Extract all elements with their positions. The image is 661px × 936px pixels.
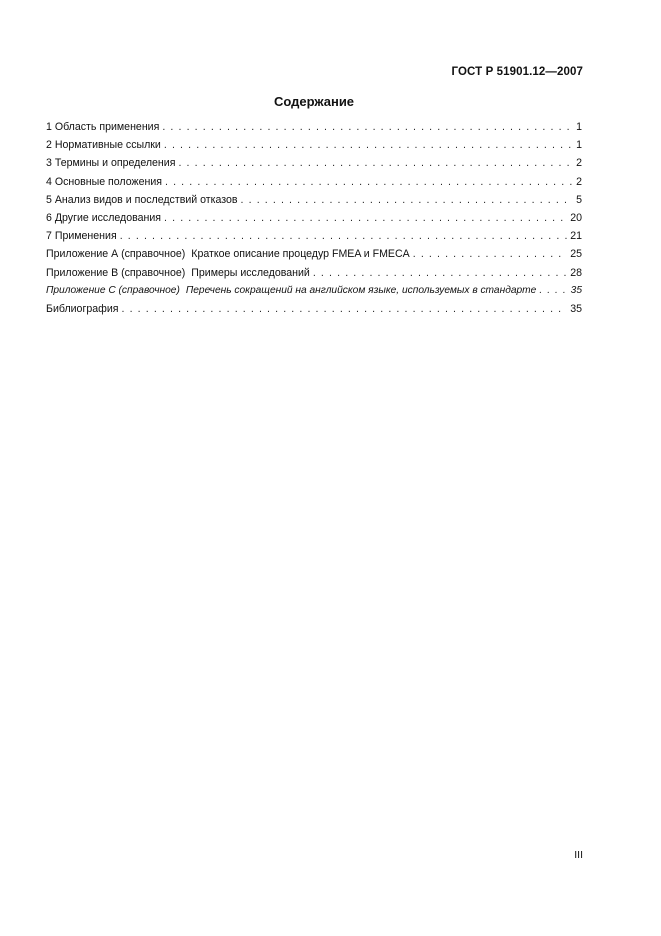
toc-title: Содержание — [273, 94, 355, 109]
toc-dot-leader — [164, 212, 567, 224]
toc-entry-appendix-c[interactable] — [46, 285, 582, 303]
toc-entry-page: 21 — [570, 230, 582, 243]
toc-entry-7[interactable] — [46, 230, 582, 248]
toc-entry-label: 7 Применения — [46, 230, 117, 243]
toc-entry-label: 3 Термины и определения — [46, 157, 176, 170]
toc-dot-leader — [121, 303, 567, 315]
toc-entry-page: 2 — [576, 157, 582, 170]
toc-entry-page: 1 — [576, 121, 582, 133]
table-of-contents — [46, 121, 582, 321]
toc-entry-page: 20 — [570, 211, 582, 224]
toc-entry-page: 35 — [570, 284, 582, 296]
toc-entry-6[interactable] — [46, 212, 582, 230]
toc-entry-label: Библиография — [46, 302, 119, 315]
toc-entry-bibliography[interactable] — [46, 303, 582, 321]
toc-entry-label: Приложение А (справочное) Краткое описание процедур FMEA и FMECA — [46, 248, 410, 261]
toc-entry-page: 35 — [570, 302, 582, 315]
toc-dot-leader — [241, 194, 574, 206]
toc-dot-leader — [413, 248, 567, 260]
toc-entry-appendix-a[interactable] — [46, 248, 582, 266]
toc-entry-label: 6 Другие исследования — [46, 211, 162, 224]
toc-entry-page: 5 — [576, 193, 582, 206]
toc-entry-1[interactable] — [46, 121, 582, 139]
toc-entry-page: 25 — [570, 248, 582, 261]
toc-entry-label: 1 Область применения — [46, 121, 160, 133]
toc-dot-leader — [164, 139, 573, 151]
toc-entry-label: 5 Анализ видов и последствий отказов — [46, 193, 238, 206]
toc-entry-5[interactable] — [46, 194, 582, 212]
toc-dot-leader — [162, 121, 573, 133]
toc-entry-2[interactable] — [46, 139, 582, 157]
toc-entry-page: 1 — [576, 139, 582, 152]
toc-dot-leader — [178, 157, 573, 169]
toc-dot-leader — [539, 285, 567, 296]
page-number: III — [574, 849, 583, 861]
toc-entry-label: Приложение В (справочное) Примеры исследований — [46, 266, 310, 279]
toc-entry-page: 28 — [570, 266, 582, 279]
toc-entry-label: 2 Нормативные ссылки — [46, 139, 161, 152]
toc-dot-leader — [165, 176, 573, 188]
toc-dot-leader — [313, 267, 567, 279]
toc-entry-appendix-b[interactable] — [46, 267, 582, 285]
toc-entry-label: Приложение С (справочное) Перечень сокращений на английском языке, используемых в стандарте — [46, 284, 537, 296]
document-code: ГОСТ Р 51901.12—2007 — [451, 66, 583, 78]
toc-entry-4[interactable] — [46, 176, 582, 194]
toc-entry-page: 2 — [576, 175, 582, 188]
toc-entry-label: 4 Основные положения — [46, 175, 162, 188]
toc-entry-3[interactable] — [46, 157, 582, 175]
toc-dot-leader — [120, 230, 568, 242]
